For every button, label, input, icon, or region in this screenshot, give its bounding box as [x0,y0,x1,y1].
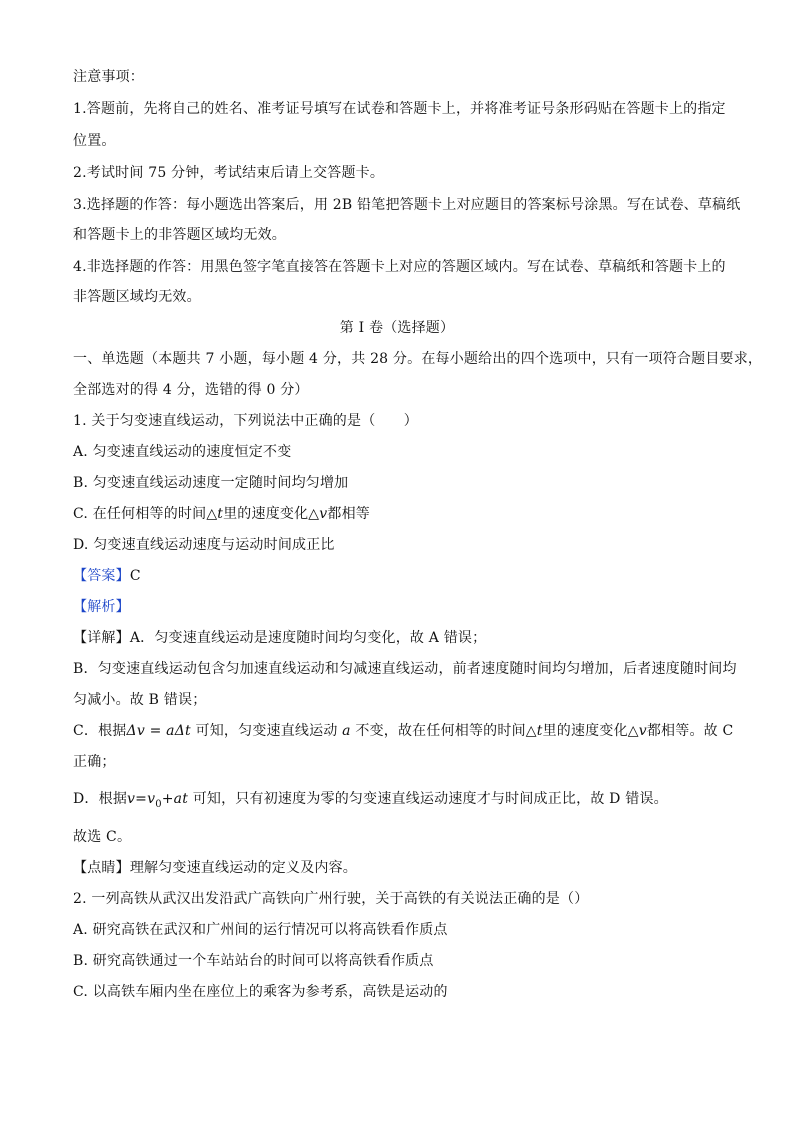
notice-item-1-line-2: 位置。 [73,133,116,149]
tip-tag: 【点睛】 [73,860,130,876]
q1-detail-b-line-1: B．匀变速直线运动包含匀加速直线运动和匀减速直线运动，前者速度随时间均匀增加，后者速度随时间均 [73,661,737,677]
q1-detail-c-line-1: C．根据Δv = aΔt 可知，匀变速直线运动 a 不变，故在任何相等的时间△t里的速度变化△v都相等。故 C [73,723,734,739]
detail-tag: 【详解】 [73,630,130,646]
notice-item-3-line-2: 和答题卡上的非答题区域均无效。 [73,227,286,243]
part1-heading-line-2: 全部选对的得 4 分，选错的得 0 分） [73,382,309,398]
q2-option-a: A. 研究高铁在武汉和广州间的运行情况可以将高铁看作质点 [73,922,448,938]
notice-item-1-line-1: 1.答题前，先将自己的姓名、准考证号填写在试卷和答题卡上，并将准考证号条形码贴在答题卡上的指定 [73,101,726,117]
answer-tag: 【答案】 [73,568,130,584]
q1-detail-a: 【详解】A．匀变速直线运动是速度随时间均匀变化，故 A 错误； [73,630,487,646]
notice-item-4-line-2: 非答题区域均无效。 [73,289,201,305]
q1-detail-c-line-2: 正确； [73,754,116,770]
q1-option-b: B. 匀变速直线运动速度一定随时间均匀增加 [73,475,349,491]
part1-heading-line-1: 一、单选题（本题共 7 小题，每小题 4 分，共 28 分。在每小题给出的四个选项中，只有一项符合题目要求， [73,351,763,367]
formula: Δv = aΔt [126,723,191,739]
q1-option-c: C. 在任何相等的时间△t里的速度变化△v都相等 [73,506,370,522]
notice-title: 注意事项： [73,69,144,85]
notice-item-2: 2.考试时间 75 分钟，考试结束后请上交答题卡。 [73,165,385,181]
q1-tip: 【点睛】理解匀变速直线运动的定义及内容。 [73,860,358,876]
q2-option-b: B. 研究高铁通过一个车站站台的时间可以将高铁看作质点 [73,953,434,969]
q1-detail-b-line-2: 匀减小。故 B 错误； [73,692,207,708]
q2-stem: 2. 一列高铁从武汉出发沿武广高铁向广州行驶，关于高铁的有关说法正确的是（） [73,891,589,907]
q2-option-c: C. 以高铁车厢内坐在座位上的乘客为参考系，高铁是运动的 [73,984,448,1000]
q1-choose: 故选 C。 [73,829,132,845]
notice-item-3-line-1: 3.选择题的作答：每小题选出答案后，用 2B 铅笔把答题卡上对应题目的答案标号涂黑。写在试卷、草稿纸 [73,197,741,213]
q1-answer [73,566,141,586]
q1-stem: 1. 关于匀变速直线运动，下列说法中正确的是（ ） [73,413,419,429]
section-title: 第 I 卷（选择题） [339,320,455,336]
answer-value: C [129,568,141,584]
q1-option-a: A. 匀变速直线运动的速度恒定不变 [73,444,292,460]
analysis-tag: 【解析】 [73,599,130,615]
q1-option-d: D. 匀变速直线运动速度与运动时间成正比 [73,537,335,553]
q1-detail-d: D．根据$v=v_0+at$ 可知，只有初速度为零的匀变速直线运动速度才与时间成正比，故 D 错误。 [73,791,668,810]
notice-item-4-line-1: 4.非选择题的作答：用黑色签字笔直接答在答题卡上对应的答题区域内。写在试卷、草稿纸和答题卡上的 [73,259,726,275]
